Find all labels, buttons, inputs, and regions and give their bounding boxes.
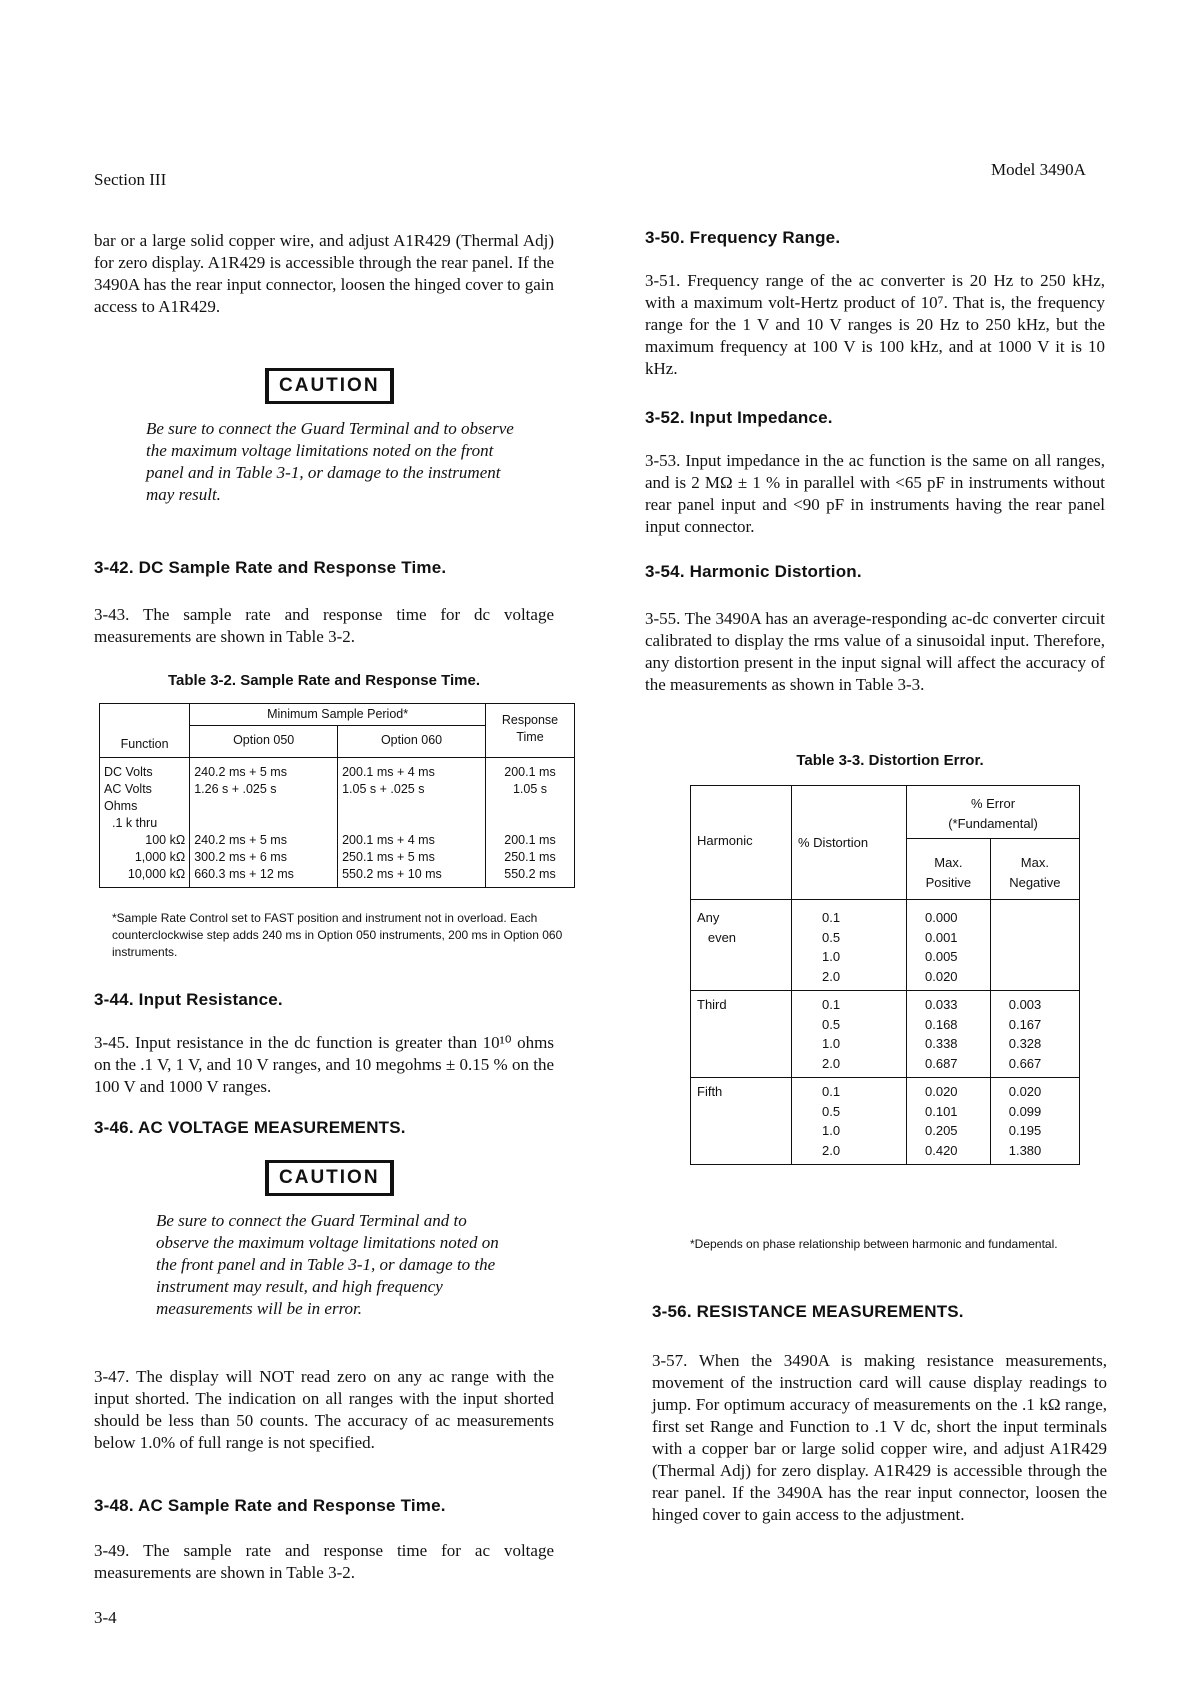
heading-3-44-text: 3-44. Input Resistance.	[94, 990, 283, 1009]
t2-row-opt060	[338, 798, 486, 815]
t2-row-function: 100 kΩ	[100, 832, 190, 849]
intro-paragraph: bar or a large solid copper wire, and adjust A1R429 (Thermal Adj) for zero display. A1R429 is accessible through the rear panel. If the 3490A has the rear input connector, loosen the hinged cover to gain access to A1R429.	[94, 231, 554, 316]
t3-cell: 0.020	[925, 968, 958, 984]
t3-group-neg	[990, 1078, 1079, 1165]
t2-row-function: .1 k thru	[100, 815, 190, 832]
t2-row-opt050: 300.2 ms + 6 ms	[190, 849, 338, 866]
table-3-2-caption-block	[94, 672, 554, 689]
paragraph-3-43-block	[94, 604, 554, 648]
heading-3-50	[645, 228, 840, 248]
heading-3-42-text: 3-42. DC Sample Rate and Response Time.	[94, 558, 447, 577]
heading-3-56	[652, 1302, 964, 1322]
t3-cell: 0.195	[1008, 1123, 1042, 1138]
caution-1-text: Be sure to connect the Guard Terminal and to observe the maximum voltage limitations noted on the front panel and in Table 3-1, or damage to the instrument may result.	[146, 419, 514, 504]
t2-head-function: Function	[100, 704, 190, 758]
caution-1	[265, 368, 394, 404]
t2-row-response: 1.05 s	[486, 781, 575, 798]
t3-cell: 1.0	[822, 1123, 841, 1138]
t3-cell: 0.667	[1008, 1055, 1042, 1071]
t2-row-opt060: 200.1 ms + 4 ms	[338, 832, 486, 849]
paragraph-3-53-block	[645, 450, 1105, 538]
t2-row-opt060: 1.05 s + .025 s	[338, 781, 486, 798]
table-3-3	[690, 785, 1080, 1165]
t2-head-min: Minimum Sample Period*	[190, 704, 486, 726]
table-3-2-footnote-block	[112, 910, 567, 961]
t3-cell: 0.000	[925, 910, 958, 925]
t3-head-maxpos: Max. Positive	[907, 839, 991, 900]
page-number: 3-4	[94, 1608, 117, 1627]
t2-row-response: 200.1 ms	[486, 832, 575, 849]
table-3-2-caption: Table 3-2. Sample Rate and Response Time.	[167, 672, 481, 689]
table-3-2	[99, 703, 575, 888]
t3-cell: 0.167	[1008, 1016, 1042, 1032]
t3-cell: 2.0	[822, 1142, 841, 1158]
t3-cell: 0.1	[822, 997, 841, 1012]
heading-3-54	[645, 562, 862, 582]
t2-row-function: 10,000 kΩ	[100, 866, 190, 888]
t2-row-response: 550.2 ms	[486, 866, 575, 888]
t3-head-distortion: % Distortion	[792, 786, 907, 900]
t2-row-function: AC Volts	[100, 781, 190, 798]
left-column	[94, 230, 554, 318]
caution-2-block	[156, 1210, 520, 1320]
table-3-3-caption-block	[690, 752, 1090, 769]
t2-row-opt050: 240.2 ms + 5 ms	[190, 758, 338, 782]
t3-group-pos	[907, 991, 991, 1078]
t2-row-opt050: 240.2 ms + 5 ms	[190, 832, 338, 849]
t3-cell: 0.5	[822, 1016, 841, 1032]
t3-cell: 0.338	[925, 1036, 958, 1051]
paragraph-3-51: 3-51. Frequency range of the ac converter is 20 Hz to 250 kHz, with a maximum volt-Hertz product of 10⁷. That is, the frequency range for the 1 V and 10 V ranges is 20 Hz to 250 kHz, but the maximum frequency at 100 V is 100 kHz, and at 1000 V it is 10 kHz.	[645, 271, 1105, 378]
t3-group-neg	[990, 991, 1079, 1078]
heading-3-48	[94, 1496, 446, 1516]
caution-1-label: CAUTION	[265, 368, 394, 404]
table-3-2-footnote: *Sample Rate Control set to FAST position and instrument not in overload. Each counterclockwise step adds 240 ms in Option 050 instruments, 200 ms in Option 060 instruments.	[112, 911, 563, 959]
t2-row-opt050	[190, 798, 338, 815]
t3-group-dist	[792, 900, 907, 991]
heading-3-48-text: 3-48. AC Sample Rate and Response Time.	[94, 1496, 446, 1515]
paragraph-3-51-block	[645, 270, 1105, 380]
t3-cell: 0.1	[822, 910, 841, 925]
t3-cell: 1.0	[822, 1036, 841, 1051]
heading-3-42	[94, 558, 446, 578]
t3-head-harmonic: Harmonic	[691, 786, 792, 900]
t3-cell: 0.420	[925, 1142, 958, 1158]
heading-3-52-text: 3-52. Input Impedance.	[645, 408, 833, 427]
caution-2	[265, 1160, 394, 1196]
t2-row-opt060	[338, 815, 486, 832]
paragraph-3-57-block	[652, 1350, 1107, 1526]
t2-head-opt060: Option 060	[338, 726, 486, 758]
t2-row-opt060: 550.2 ms + 10 ms	[338, 866, 486, 888]
caution-1-block	[146, 418, 514, 506]
paragraph-3-49-block	[94, 1540, 554, 1584]
t3-cell: 0.020	[925, 1084, 958, 1099]
heading-3-56-text: 3-56. RESISTANCE MEASUREMENTS.	[652, 1302, 964, 1321]
t3-cell: 0.5	[822, 929, 841, 945]
paragraph-3-55-block	[645, 608, 1105, 696]
heading-3-44	[94, 990, 283, 1010]
t2-row-function: DC Volts	[100, 758, 190, 782]
heading-3-54-text: 3-54. Harmonic Distortion.	[645, 562, 862, 581]
t3-cell: 0.5	[822, 1103, 841, 1119]
model-label: Model 3490A	[991, 160, 1086, 179]
t2-head-response: Response Time	[486, 704, 575, 758]
heading-3-46-text: 3-46. AC VOLTAGE MEASUREMENTS.	[94, 1118, 406, 1137]
heading-3-50-text: 3-50. Frequency Range.	[645, 228, 841, 247]
t3-group-dist	[792, 991, 907, 1078]
t3-cell: 0.099	[1008, 1103, 1042, 1119]
t2-row-response: 200.1 ms	[486, 758, 575, 782]
paragraph-3-49: 3-49. The sample rate and response time for ac voltage measurements are shown in Table 3-2.	[94, 1541, 554, 1582]
paragraph-3-45-block	[94, 1032, 554, 1098]
t3-cell: 0.687	[925, 1055, 958, 1071]
t2-head-opt050: Option 050	[190, 726, 338, 758]
t2-row-opt050	[190, 815, 338, 832]
t3-head-error	[907, 786, 1080, 839]
t3-cell: 0.005	[925, 949, 958, 964]
table-3-3-footnote-block	[690, 1236, 1090, 1253]
t3-cell: 1.0	[822, 949, 841, 964]
t3-cell: 0.205	[925, 1123, 958, 1138]
caution-2-text: Be sure to connect the Guard Terminal and to observe the maximum voltage limitations noted on the front panel and in Table 3-1, or damage to the instrument may result, and high frequency measurements will be in error.	[156, 1211, 499, 1318]
t3-cell: 0.1	[822, 1084, 841, 1099]
t3-group-name: Fifth	[691, 1078, 792, 1165]
t3-cell: 0.328	[1008, 1036, 1042, 1051]
heading-3-46	[94, 1118, 406, 1138]
t3-group-name: Any even	[691, 900, 792, 991]
t3-group-pos	[907, 1078, 991, 1165]
t3-group-neg	[990, 900, 1079, 991]
t3-group-pos	[907, 900, 991, 991]
t3-head-fund-label: (*Fundamental)	[948, 816, 1038, 831]
t3-cell: 0.020	[1008, 1084, 1042, 1099]
t2-row-response	[486, 798, 575, 815]
t2-row-function: 1,000 kΩ	[100, 849, 190, 866]
paragraph-3-55: 3-55. The 3490A has an average-responding ac-dc converter circuit calibrated to display the rms value of a sinusoidal input. Therefore, any distortion present in the input signal will affect the accuracy of the measurements as shown in Table 3-3.	[645, 609, 1105, 694]
t3-cell: 0.001	[925, 929, 958, 945]
t2-row-opt050: 660.3 ms + 12 ms	[190, 866, 338, 888]
t3-head-maxneg: Max. Negative	[990, 839, 1079, 900]
section-label: Section III	[94, 170, 167, 189]
paragraph-3-43: 3-43. The sample rate and response time for dc voltage measurements are shown in Table 3-2.	[94, 605, 554, 646]
t2-row-response	[486, 815, 575, 832]
t3-group-dist	[792, 1078, 907, 1165]
paragraph-3-45: 3-45. Input resistance in the dc function is greater than 10¹⁰ ohms on the .1 V, 1 V, and 10 V ranges, and 10 megohms ± 0.15 % on the 100 V and 1000 V ranges.	[94, 1033, 554, 1096]
t3-group-name: Third	[691, 991, 792, 1078]
paragraph-3-57: 3-57. When the 3490A is making resistance measurements, movement of the instruction card will cause display readings to jump. For optimum accuracy of measurements on the .1 kΩ range, first set Range and Function to .1 V dc, short the input terminals with a copper bar or large solid copper wire, and adjust A1R429 (Thermal Adj) for zero display. A1R429 is accessible through the rear panel. If the 3490A has the rear input connector, loosen the hinged cover to gain access to the adjustment.	[652, 1351, 1107, 1524]
paragraph-3-53: 3-53. Input impedance in the ac function is the same on all ranges, and is 2 MΩ ± 1 % in parallel with <65 pF in instruments without rear panel input and <90 pF in instruments having the rear panel input connector.	[645, 451, 1105, 536]
t3-head-error-label: % Error	[970, 796, 1016, 811]
table-3-3-caption: Table 3-3. Distortion Error.	[796, 752, 984, 769]
paragraph-3-47-block	[94, 1366, 554, 1454]
t3-cell: 2.0	[822, 1055, 841, 1071]
t3-cell: 0.101	[925, 1103, 958, 1119]
t3-cell: 0.033	[925, 997, 958, 1012]
table-3-3-footnote: *Depends on phase relationship between harmonic and fundamental.	[690, 1237, 1058, 1251]
t2-row-opt060: 250.1 ms + 5 ms	[338, 849, 486, 866]
t2-row-opt060: 200.1 ms + 4 ms	[338, 758, 486, 782]
t3-cell: 1.380	[1008, 1142, 1042, 1158]
t2-row-opt050: 1.26 s + .025 s	[190, 781, 338, 798]
t3-cell: 0.168	[925, 1016, 958, 1032]
caution-2-label: CAUTION	[265, 1160, 394, 1196]
t3-cell: 2.0	[822, 968, 841, 984]
t3-cell: 0.003	[1008, 997, 1042, 1012]
paragraph-3-47: 3-47. The display will NOT read zero on any ac range with the input shorted. The indication on all ranges with the input shorted should be less than 50 counts. The accuracy of ac measurements below 1.0% of full range is not specified.	[94, 1367, 554, 1452]
heading-3-52	[645, 408, 833, 428]
t2-row-function: Ohms	[100, 798, 190, 815]
t2-row-response: 250.1 ms	[486, 849, 575, 866]
